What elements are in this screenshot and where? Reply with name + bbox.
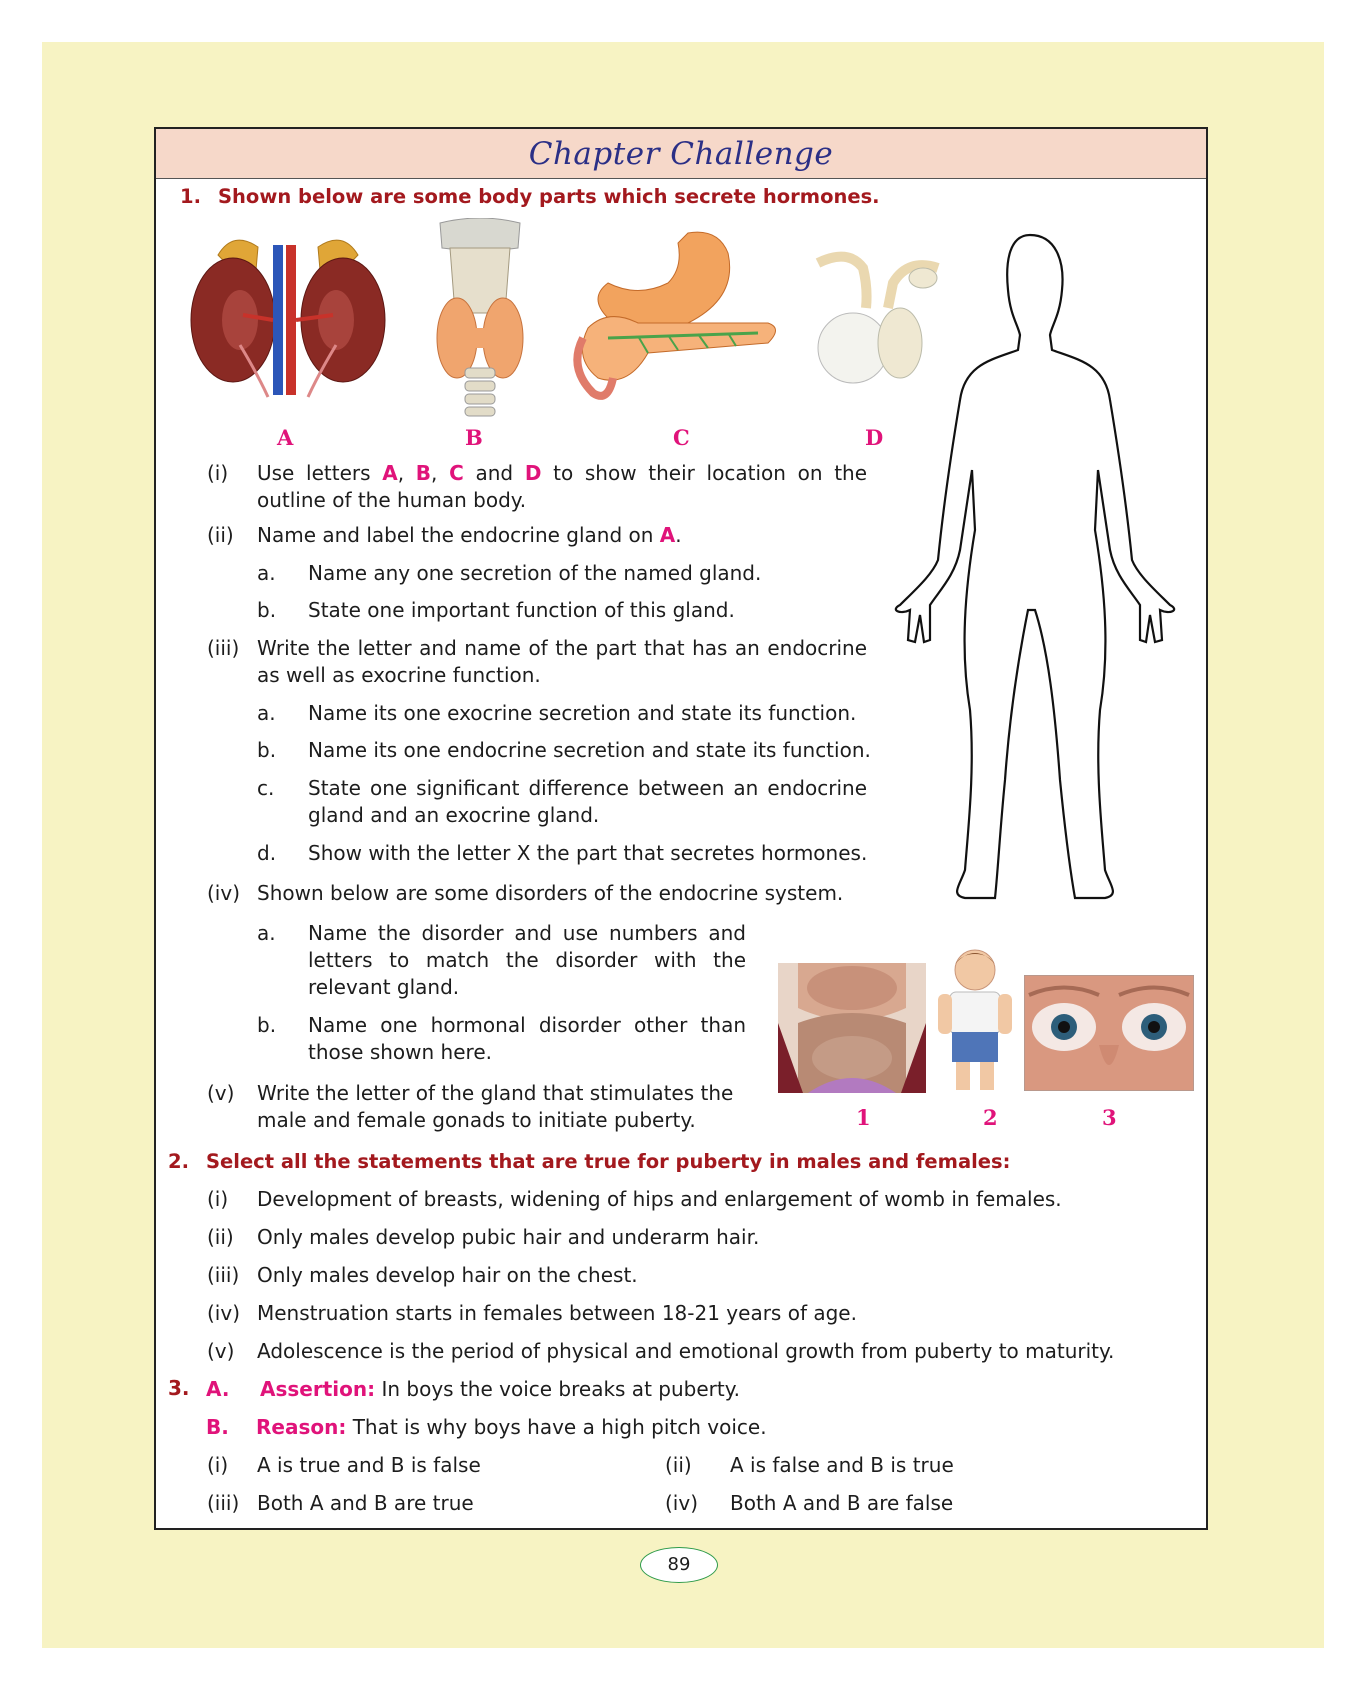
q2-ii-number: (ii) bbox=[207, 1225, 234, 1249]
q1-v-text: Write the letter of the gland that stimulates the male and female gonads to initiate puberty. bbox=[257, 1081, 734, 1132]
q3-opt-iii-text: Both A and B are true bbox=[257, 1491, 474, 1515]
q3-number: 3. bbox=[168, 1376, 190, 1400]
q2-iv-number: (iv) bbox=[207, 1301, 240, 1325]
q2-iv-text: Menstruation starts in females between 18-21 years of age. bbox=[257, 1301, 857, 1325]
q1-ii-text bbox=[257, 522, 682, 549]
q1-iv-text: Shown below are some disorders of the endocrine system. bbox=[257, 881, 844, 905]
q3-opt-i-text: A is true and B is false bbox=[257, 1453, 481, 1477]
q3-assertion-label: Assertion: bbox=[260, 1377, 376, 1401]
q2-iii-text: Only males develop hair on the chest. bbox=[257, 1263, 638, 1287]
q3-opt-iv-text: Both A and B are false bbox=[730, 1491, 954, 1515]
q1-iii-c-text: State one significant difference between an endocrine gland and an exocrine gland. bbox=[308, 776, 867, 827]
q1-i-letter-d: D bbox=[524, 461, 542, 485]
q2-ii-text: Only males develop pubic hair and underarm hair. bbox=[257, 1225, 760, 1249]
q1-i-and: and bbox=[463, 461, 525, 485]
q1-iii-number: (iii) bbox=[207, 636, 240, 660]
q1-ii-b-text: State one important function of this gland. bbox=[308, 598, 735, 622]
q1-v-number: (v) bbox=[207, 1081, 235, 1105]
q1-i-letter-c: C bbox=[449, 461, 464, 485]
q2-iii-number: (iii) bbox=[207, 1263, 240, 1287]
q1-iv-a-text: Name the disorder and use numbers and letters to match the disorder with the relevant gland. bbox=[308, 921, 746, 999]
q1-ii-a-text: Name any one secretion of the named gland. bbox=[308, 561, 762, 585]
disorder-label-2: 2 bbox=[983, 1105, 998, 1130]
kidneys-adrenal-illustration bbox=[178, 225, 398, 400]
q1-heading: Shown below are some body parts which secrete hormones. bbox=[218, 185, 880, 208]
q3-opt-ii-number: (ii) bbox=[665, 1453, 692, 1477]
q1-iii-a-number: a. bbox=[257, 701, 276, 725]
q1-iv-b-text: Name one hormonal disorder other than those shown here. bbox=[308, 1013, 746, 1064]
q3-b-letter: B. bbox=[206, 1415, 229, 1439]
q1-iii-text: Write the letter and name of the part that has an endocrine as well as exocrine function. bbox=[257, 636, 867, 687]
human-body-outline bbox=[870, 230, 1200, 905]
organ-label-d: D bbox=[865, 425, 884, 450]
organ-label-a: A bbox=[277, 425, 294, 450]
q1-ii-a-number: a. bbox=[257, 561, 276, 585]
q3-opt-iii-number: (iii) bbox=[207, 1491, 240, 1515]
q1-i-t1: Use letters bbox=[257, 461, 383, 485]
exophthalmos-photo bbox=[1024, 975, 1194, 1091]
q3-assertion-text: In boys the voice breaks at puberty. bbox=[375, 1377, 741, 1401]
q3-opt-iv-number: (iv) bbox=[665, 1491, 698, 1515]
goitre-photo bbox=[778, 963, 926, 1093]
organ-label-b: B bbox=[465, 425, 483, 450]
dwarfism-boy-illustration bbox=[928, 942, 1023, 1097]
q2-v-number: (v) bbox=[207, 1339, 235, 1363]
disorder-label-1: 1 bbox=[856, 1105, 871, 1130]
q1-iv-number: (iv) bbox=[207, 881, 240, 905]
q2-i-number: (i) bbox=[207, 1187, 229, 1211]
page-title: Chapter Challenge bbox=[528, 136, 834, 172]
q3-opt-i-number: (i) bbox=[207, 1453, 229, 1477]
q1-ii-number: (ii) bbox=[207, 523, 234, 547]
q3-a-letter: A. bbox=[206, 1377, 230, 1401]
q1-i-number: (i) bbox=[207, 461, 229, 485]
q1-i-comma1: , bbox=[397, 461, 416, 485]
q1-iv-b-number: b. bbox=[257, 1013, 277, 1037]
q1-number: 1. bbox=[180, 185, 201, 208]
thyroid-illustration bbox=[430, 218, 530, 418]
q2-v-text: Adolescence is the period of physical and emotional growth from puberty to maturity. bbox=[257, 1339, 1115, 1363]
q1-ii-b-number: b. bbox=[257, 598, 277, 622]
q2-heading: Select all the statements that are true for puberty in males and females: bbox=[206, 1150, 1011, 1173]
q3-reason-label: Reason: bbox=[256, 1415, 347, 1439]
q1-iii-d-text: Show with the letter X the part that secretes hormones. bbox=[308, 841, 868, 865]
q1-ii-t1: Name and label the endocrine gland on bbox=[257, 523, 660, 547]
q1-i-letter-b: B bbox=[415, 461, 432, 485]
q1-i-text bbox=[257, 460, 867, 514]
q3-opt-ii-text: A is false and B is true bbox=[730, 1453, 954, 1477]
q2-number: 2. bbox=[168, 1150, 189, 1173]
q1-ii-letter-a: A bbox=[659, 523, 676, 547]
title-bar bbox=[156, 129, 1206, 179]
q1-iii-d-number: d. bbox=[257, 841, 277, 865]
q1-iii-b-number: b. bbox=[257, 738, 277, 762]
q1-iv-a-number: a. bbox=[257, 921, 276, 945]
q3-reason-text: That is why boys have a high pitch voice. bbox=[346, 1415, 767, 1439]
q1-iii-a-text: Name its one exocrine secretion and state its function. bbox=[308, 701, 857, 725]
q1-i-t2: to show their location on the outline of the human body. bbox=[257, 461, 868, 512]
page-number: 89 bbox=[640, 1547, 718, 1583]
disorder-label-3: 3 bbox=[1102, 1105, 1117, 1130]
q1-i-comma2: , bbox=[431, 461, 450, 485]
q1-ii-t2: . bbox=[675, 523, 682, 547]
q1-i-letter-a: A bbox=[382, 461, 398, 485]
q1-iii-c-number: c. bbox=[257, 776, 275, 800]
q2-i-text: Development of breasts, widening of hips and enlargement of womb in females. bbox=[257, 1187, 1062, 1211]
pancreas-stomach-illustration bbox=[568, 228, 788, 408]
q1-iii-b-text: Name its one endocrine secretion and state its function. bbox=[308, 738, 871, 762]
organ-label-c: C bbox=[673, 425, 690, 450]
